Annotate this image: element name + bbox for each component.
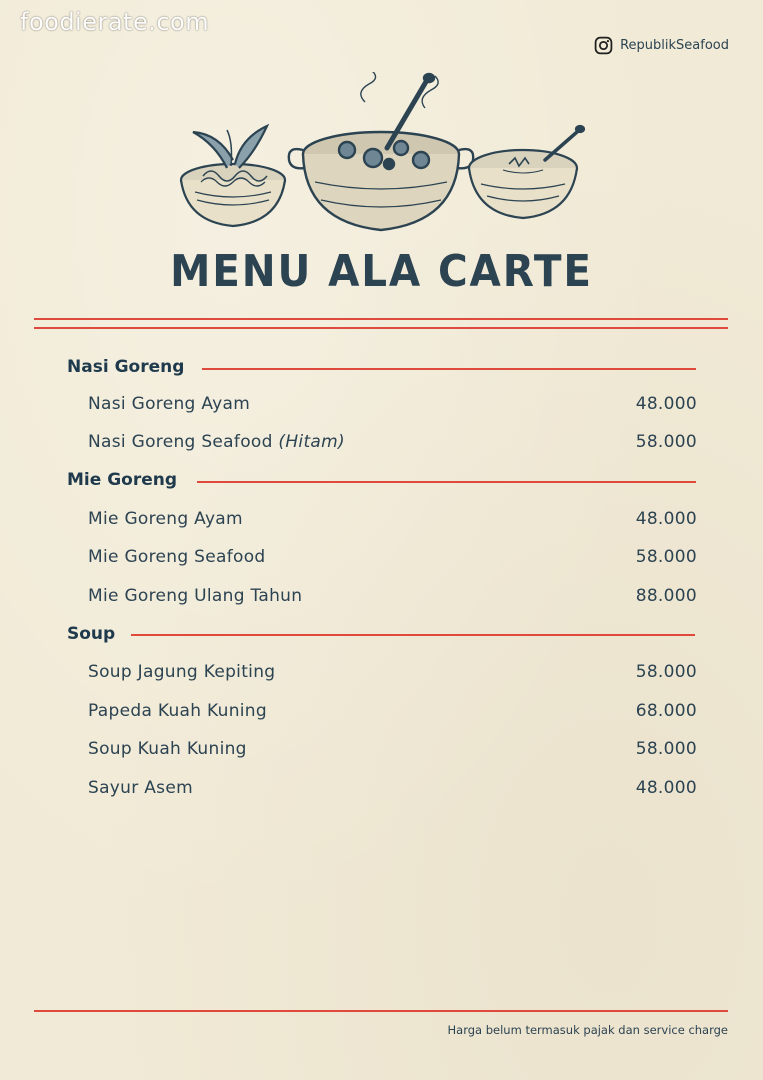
menu-item-name: Soup Kuah Kuning (88, 739, 247, 759)
menu-item-name: Papeda Kuah Kuning (88, 701, 267, 721)
menu-item (88, 586, 697, 606)
menu-item-price: 58.000 (635, 547, 697, 567)
menu-item-name: Sayur Asem (88, 778, 193, 798)
menu-item-price: 68.000 (635, 701, 697, 721)
watermark: foodierate.com (20, 8, 210, 36)
menu-item-name: Mie Goreng Ulang Tahun (88, 586, 303, 606)
menu-item-price: 48.000 (635, 778, 697, 798)
menu-item-price: 88.000 (635, 586, 697, 606)
menu-item (88, 701, 697, 721)
footer-divider (34, 1010, 728, 1012)
footer-note: Harga belum termasuk pajak dan service charge (447, 1023, 728, 1037)
menu-item-name: Mie Goreng Seafood (88, 547, 266, 567)
menu-item (88, 394, 697, 414)
menu-item (88, 662, 697, 682)
menu-item (88, 547, 697, 567)
section-divider (131, 634, 695, 636)
section-heading: Soup (67, 624, 116, 644)
soup-pot-icon (289, 72, 473, 230)
instagram-icon (594, 36, 613, 55)
instagram-handle-text: RepublikSeafood (620, 38, 729, 53)
menu-item (88, 739, 697, 759)
section-divider (202, 368, 696, 370)
menu-item-name: Mie Goreng Ayam (88, 509, 243, 529)
menu-item-name: Nasi Goreng Seafood (Hitam) (88, 432, 345, 452)
menu-item (88, 432, 697, 452)
menu-item-price: 58.000 (635, 662, 697, 682)
menu-item-name: Soup Jagung Kepiting (88, 662, 276, 682)
noodle-bowl-icon (181, 126, 285, 226)
menu-item (88, 778, 697, 798)
menu-item (88, 509, 697, 529)
menu-item-note: (Hitam) (278, 432, 345, 452)
menu-item-price: 58.000 (635, 432, 697, 452)
menu-item-price: 48.000 (635, 394, 697, 414)
section-divider (197, 481, 696, 483)
section-heading: Mie Goreng (67, 470, 178, 490)
menu-title: MENU ALA CARTE (170, 246, 593, 297)
section-heading: Nasi Goreng (67, 357, 185, 377)
title-divider-top (34, 318, 728, 320)
menu-item-name: Nasi Goreng Ayam (88, 394, 251, 414)
instagram-handle[interactable] (594, 36, 729, 55)
title-divider-bottom (34, 327, 728, 329)
menu-item-price: 58.000 (635, 739, 697, 759)
food-illustration (175, 72, 590, 242)
menu-item-price: 48.000 (635, 509, 697, 529)
soup-bowl-icon (469, 126, 584, 218)
